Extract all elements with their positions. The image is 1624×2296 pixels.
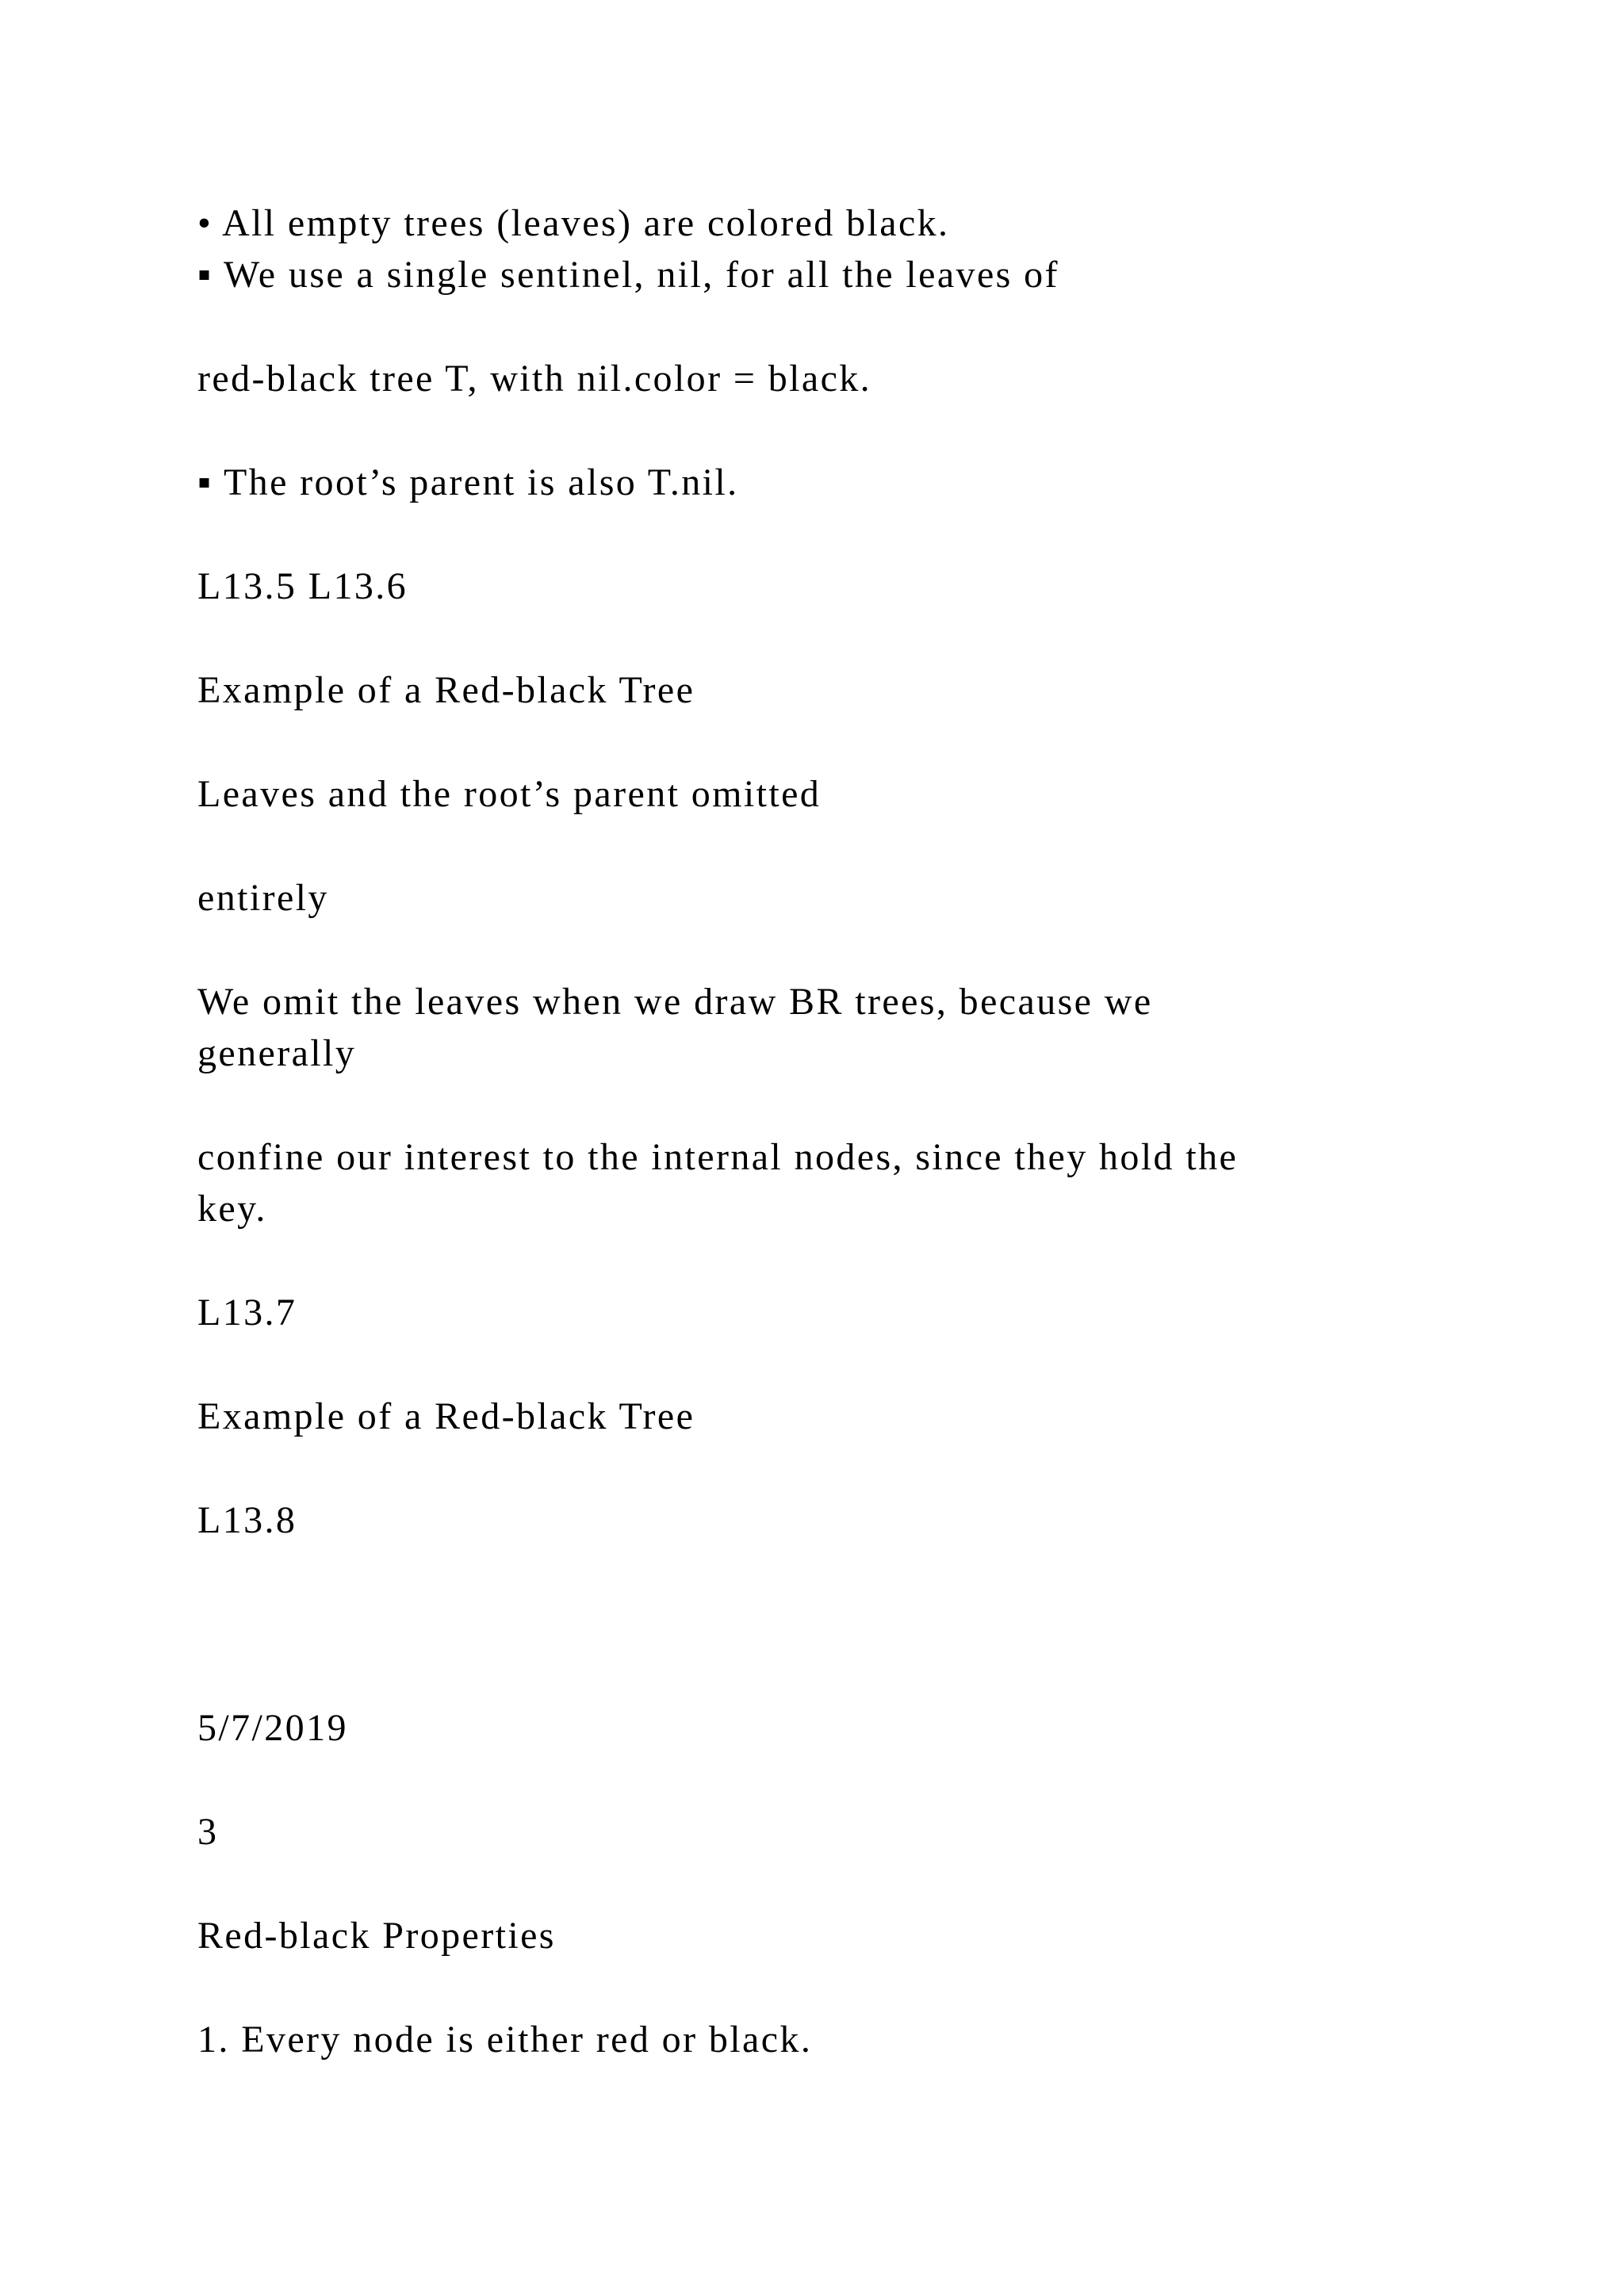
paragraph-generally: generally: [197, 1032, 357, 1074]
bullet-root-parent: ▪ The root’s parent is also T.nil.: [197, 461, 739, 503]
heading-example-red-black-tree-2: Example of a Red-black Tree: [197, 1395, 695, 1437]
slide-label-l13-5-l13-6: L13.5 L13.6: [197, 565, 408, 607]
slide-label-l13-7: L13.7: [197, 1292, 297, 1334]
sentinel-continuation: red-black tree T, with nil.color = black.: [197, 358, 872, 400]
caption-leaves-omitted: Leaves and the root’s parent omitted: [197, 773, 822, 815]
paragraph-omit-leaves: We omit the leaves when we draw BR trees, because we: [197, 981, 1153, 1023]
paragraph-key: key.: [197, 1188, 267, 1230]
property-1: 1. Every node is either red or black.: [197, 2019, 813, 2061]
page-date: 5/7/2019: [197, 1707, 348, 1749]
heading-example-red-black-tree: Example of a Red-black Tree: [197, 669, 695, 711]
caption-entirely: entirely: [197, 877, 329, 919]
bullet-empty-trees: • All empty trees (leaves) are colored black.: [197, 202, 950, 244]
paragraph-confine-interest: confine our interest to the internal nodes, since they hold the: [197, 1136, 1239, 1178]
heading-red-black-properties: Red-black Properties: [197, 1915, 556, 1957]
bullet-sentinel: ▪ We use a single sentinel, nil, for all the leaves of: [197, 254, 1059, 296]
page-number: 3: [197, 1811, 219, 1853]
slide-label-l13-8: L13.8: [197, 1499, 297, 1541]
